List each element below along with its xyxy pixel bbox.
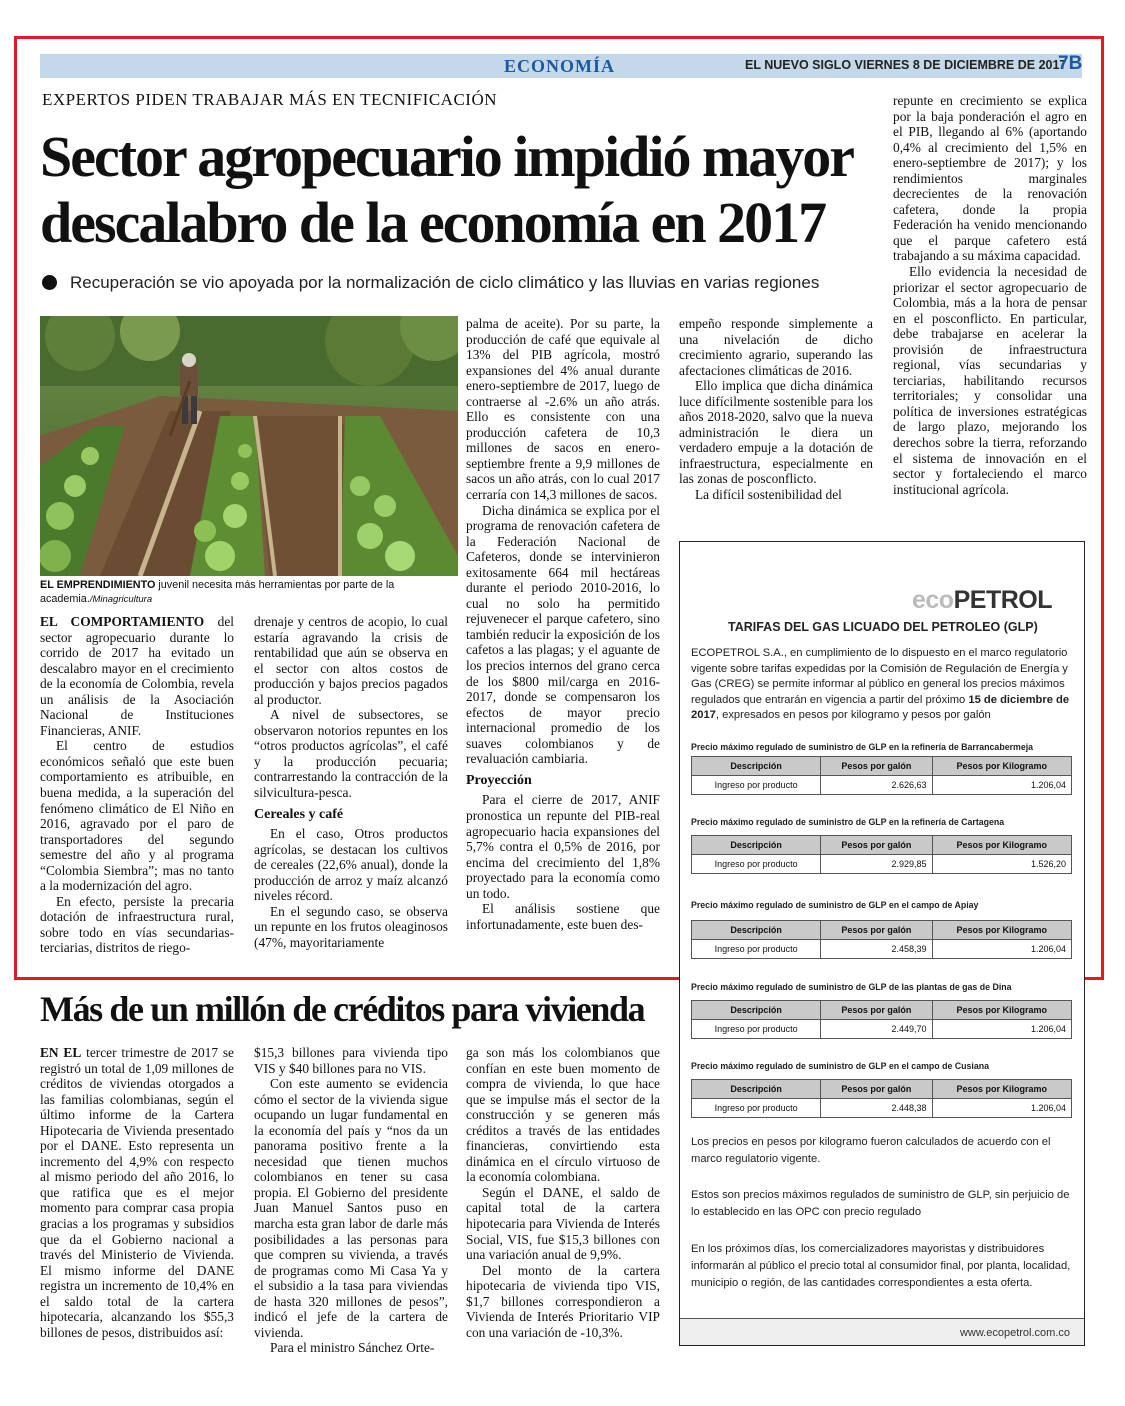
price-table-label: Precio máximo regulado de suministro de GLP en el campo de Apiay — [691, 900, 979, 910]
caption-credit: /Minagricultura — [89, 593, 153, 605]
article1-column-1 — [40, 614, 234, 956]
price-table — [691, 920, 1072, 959]
paragraph: A nivel de subsectores, se observaron notorios repuntes en los “otros productos agrícolas”, el café y la producción pecuaria; contrarrestando la contracción de la silvicultura-pesca. — [254, 707, 448, 801]
subheadline-text: Recuperación se vio apoyada por la normalización de ciclo climático y las lluvias en varias regiones — [70, 273, 820, 292]
table-row: Ingreso por producto 2.929,85 1.526,20 — [692, 855, 1072, 874]
ad-intro: ECOPETROL S.A., en cumplimiento de lo dispuesto en el marco regulatorio vigente sobre tarifas expedidas por la Comisión de Regulación de Energía y Gas (CREG) se permite informar al público en general los precios máximos regulados que entrarán en vigencia a partir del próximo 15 de diciembre de 2017, expresados en pesos por kilogramo y pesos por galón — [691, 647, 1070, 721]
paragraph: En el segundo caso, se observa un repunte en los frutos oleaginosos (47%, mayoritariamente — [254, 903, 448, 950]
table-header-row: Descripción Pesos por galón Pesos por Kilogramo — [692, 921, 1072, 940]
paragraph: drenaje y centros de acopio, lo cual estaría agravando la crisis de rentabilidad que aún se observa en el sector con altos costos de producción y bajos precios pagados al productor. — [254, 614, 448, 707]
price-table — [691, 1079, 1072, 1118]
price-table-label: Precio máximo regulado de suministro de GLP en la refinería de Barrancabermeja — [691, 742, 1034, 752]
effective-date: 15 de diciembre de 2017 — [691, 693, 1070, 721]
paragraph: ga son más los colombianos que confían en este buen momento de compra de vivienda, lo que hace que se impulse más el sector de la construcción y se generen más créditos a través de las entidades financieras, convirtiendo esta dinámica en el círculo virtuoso de la economía colombiana. — [466, 1045, 660, 1185]
dropcap-lead: EL COMPORTAMIENTO — [40, 614, 205, 629]
ecopetrol-ad — [679, 541, 1085, 1346]
paragraph: La difícil sostenibilidad del — [695, 487, 842, 503]
dropcap-lead: EN EL — [40, 1045, 82, 1060]
article-kicker: EXPERTOS PIDEN TRABAJAR MÁS EN TECNIFICACIÓN — [42, 90, 498, 109]
price-table — [691, 1000, 1072, 1039]
table-header-row: Descripción Pesos por galón Pesos por Kilogramo — [692, 757, 1072, 776]
subhead: Cereales y café — [254, 806, 344, 822]
article-photo — [40, 316, 458, 576]
paragraph: Para el cierre de 2017, ANIF pronostica un repunte del PIB-real agropecuario hacia expansiones del 5,7% contra el 0,5% de 2016, por encima del crecimiento del 1,8% proyectado para la economía como un todo. — [466, 792, 660, 901]
paragraph: Para el ministro Sánchez Orte- — [270, 1340, 435, 1356]
article2-column-1 — [40, 1045, 234, 1340]
article2-column-2 — [254, 1045, 448, 1356]
paragraph: El análisis sostiene que infortunadamente, este buen des- — [466, 901, 660, 932]
paragraph: del sector agropecuario durante lo corrido de 2017 ha evitado un descalabro mayor en el crecimiento de la economía de Colombia, revela un análisis de la Asociación Nacional de Instituciones Financieras, ANIF. — [40, 614, 234, 738]
caption-text: juvenil necesita más herramientas por parte de la academia. — [40, 579, 395, 605]
ecopetrol-logo: ecoPETROL — [912, 586, 1052, 614]
ad-note: Los precios en pesos por kilogramo fueron calculados de acuerdo con el marco regulatorio vigente. — [691, 1136, 1051, 1165]
masthead-date: EL NUEVO SIGLO VIERNES 8 DE DICIEMBRE DE 2017 — [745, 58, 1067, 72]
bullet-icon — [42, 275, 57, 290]
article2-column-3 — [466, 1045, 660, 1340]
article1-column-2 — [254, 614, 448, 950]
price-table — [691, 756, 1072, 795]
ad-note: Estos son precios máximos regulados de suministro de GLP, sin perjuicio de lo establecido en las OPC con precio regulado — [691, 1189, 1070, 1218]
table-header-row: Descripción Pesos por galón Pesos por Kilogramo — [692, 1080, 1072, 1099]
paragraph: Ello implica que dicha dinámica luce difícilmente sostenible para los años 2018-2020, salvo que la nueva administración le diera un verdadero empuje a la dotación de infraestructura, especialmente en las zonas de posconflicto. — [679, 378, 873, 487]
ad-title: TARIFAS DEL GAS LICUADO DEL PETROLEO (GLP) — [728, 620, 1038, 634]
paragraph: Según el DANE, el saldo de capital total de la cartera hipotecaria para Vivienda de Interés Social, VIS, fue $15,3 billones con una variación anual de 9,9%. — [466, 1184, 660, 1263]
ecopetrol-url[interactable]: www.ecopetrol.com.co — [959, 1327, 1070, 1339]
table-header-row: Descripción Pesos por galón Pesos por Kilogramo — [692, 1001, 1072, 1020]
paragraph: palma de aceite). Por su parte, la producción de café que equivale al 13% del PIB agrícola, mostró expansiones del 4% anual durante enero-septiembre de 2017, luego de contraerse al -2.6% un año atrás. Ello es consistente con una producción cafetera de 10,3 millones de sacos en enero-septiembre frente a 9,9 millones de sacos un año atrás, con lo cual 2017 cerraría con 14,3 millones de sacos. — [466, 316, 660, 503]
price-table-label: Precio máximo regulado de suministro de GLP de las plantas de gas de Dina — [691, 982, 1012, 992]
paragraph: $15,3 billones para vivienda tipo VIS y $40 billones para no VIS. — [254, 1045, 448, 1076]
article1-column-3 — [466, 316, 660, 932]
section-title: ECONOMÍA — [504, 56, 615, 76]
article1-column-4 — [679, 316, 873, 503]
paragraph: tercer trimestre de 2017 se registró un total de 1,09 millones de créditos de viviendas otorgados a las familias colombianas, según el último informe de la Cartera Hipotecaria de Vivienda presentado por el DANE. Esto representa un incremento del 4,9% con respecto al mismo periodo del año 2016, lo que ratifica que es el mejor momento para comprar casa propia gracias a los programas y subsidios que da el Gobierno nacional a través del Ministerio de Vivienda. El mismo informe del DANE registra un incremento de 10,4% en el saldo total de la cartera hipotecaria, alcanzando los $55,3 billones de pesos, distribuidos así: — [40, 1045, 234, 1340]
paragraph: Con este aumento se evidencia cómo el sector de la vivienda sigue ocupando un lugar fundamental en la economía del país y “nos da un panorama positivo frente a la necesidad que tienen muchos colombianos en tener su casa propia. El Gobierno del presidente Juan Manuel Santos puso en marcha esta gran labor de darle más posibilidades a las personas para que compren su vivienda, a través de programas como Mi Casa Ya y el subsidio a la tasa para viviendas de hasta 320 millones de pesos”, indicó el jefe de la cartera de vivienda. — [254, 1076, 448, 1340]
article-headline: Sector agropecuario impidió mayor descalabro de la economía en 2017 — [40, 124, 852, 255]
price-table-label: Precio máximo regulado de suministro de GLP en la refinería de Cartagena — [691, 817, 1005, 827]
farm-field-photo — [40, 316, 458, 576]
paragraph: Del monto de la cartera hipotecaria de vivienda tipo VIS, $1,7 billones correspondieron a Vivienda de Interés Prioritario VIP con una variación de -10,3%. — [466, 1262, 660, 1340]
paragraph: empeño responde simplemente a una nivelación de dicho crecimiento agrario, superando las afectaciones climáticas de 2016. — [679, 316, 873, 378]
paragraph: En el caso, Otros productos agrícolas, se destacan los cultivos de cereales (22,6% anual), donde la producción de arroz y maíz alcanzó niveles récord. — [254, 826, 448, 904]
paragraph: repunte en crecimiento se explica por la baja ponderación el agro en el PIB, llegando al 6% (aportando 0,4% al crecimiento del 1,5% en enero-septiembre de 2017); y los rendimientos marginales decrecientes de la renovación cafetera, donde la propia Federación ha venido mencionando que el parque cafetero está trabajando a su máxima capacidad. — [893, 93, 1087, 264]
article1-column-5 — [893, 93, 1087, 497]
price-table — [691, 835, 1072, 874]
caption-lead: EL EMPRENDIMIENTO — [40, 579, 156, 591]
table-row: Ingreso por producto 2.458,39 1.206,04 — [692, 940, 1072, 959]
subhead: Proyección — [466, 772, 532, 788]
table-header-row: Descripción Pesos por galón Pesos por Kilogramo — [692, 836, 1072, 855]
article2-headline: Más de un millón de créditos para vivienda — [40, 989, 645, 1029]
paragraph: Dicha dinámica se explica por el programa de renovación cafetera de la Federación Nacional de Cafeteros, donde se intervinieron exitosamente 664 mil hectáreas durante el periodo 2010-2016, lo cual no solo ha permitido rejuvenecer el parque cafetero, sino también reducir la exposición de los cafetos a las plagas; y el aguante de los precios internos del grano cerca de los $800 mil/carga en 2016-2017, donde se compensaron los efectos de mayor precio internacional promedio de los suaves colombianos y de revaluación cambiaria. — [466, 502, 660, 767]
ad-note: En los próximos días, los comercializadores mayoristas y distribuidores informarán al público el precio total al consumidor final, por planta, localidad, municipio o región, de las cantidades correspondientes a esta oferta. — [691, 1243, 1071, 1289]
table-row: Ingreso por producto 2.449,70 1.206,04 — [692, 1020, 1072, 1039]
paragraph: En efecto, persiste la precaria dotación de infraestructura rural, sobre todo en vías secundarias-terciarias, distritos de riego- — [40, 893, 234, 956]
price-table-label: Precio máximo regulado de suministro de GLP en el campo de Cusiana — [691, 1061, 990, 1071]
article-subheadline — [42, 273, 819, 293]
paragraph: El centro de estudios económicos señaló que este buen comportamiento es atribuible, en buena medida, a la superación del fenómeno climático de El Niño en 2016, agravado por el paro de transportadores del segundo semestre del año y al programa “Colombia Siembra”; mas no tanto a la modernización del agro. — [40, 738, 234, 894]
table-row: Ingreso por producto 2.626,63 1.206,04 — [692, 776, 1072, 795]
photo-caption — [40, 579, 460, 606]
paragraph: Ello evidencia la necesidad de priorizar el sector agropecuario de Colombia, más a la hora de pensar en el posconflicto. En particular, debe trabajarse en acelerar la provisión de infraestructura regional, vías secundarias y terciarias, habilitando recursos territoriales; y consolidar una política de inversiones estratégicas de largo plazo, mejorando los derechos sobre la tierra, reforzando el sistema de innovación en el sector y fortaleciendo el marco institucional agrícola. — [893, 264, 1087, 497]
table-row: Ingreso por producto 2.448,38 1.206,04 — [692, 1099, 1072, 1118]
page-number: 7B — [1058, 53, 1083, 74]
